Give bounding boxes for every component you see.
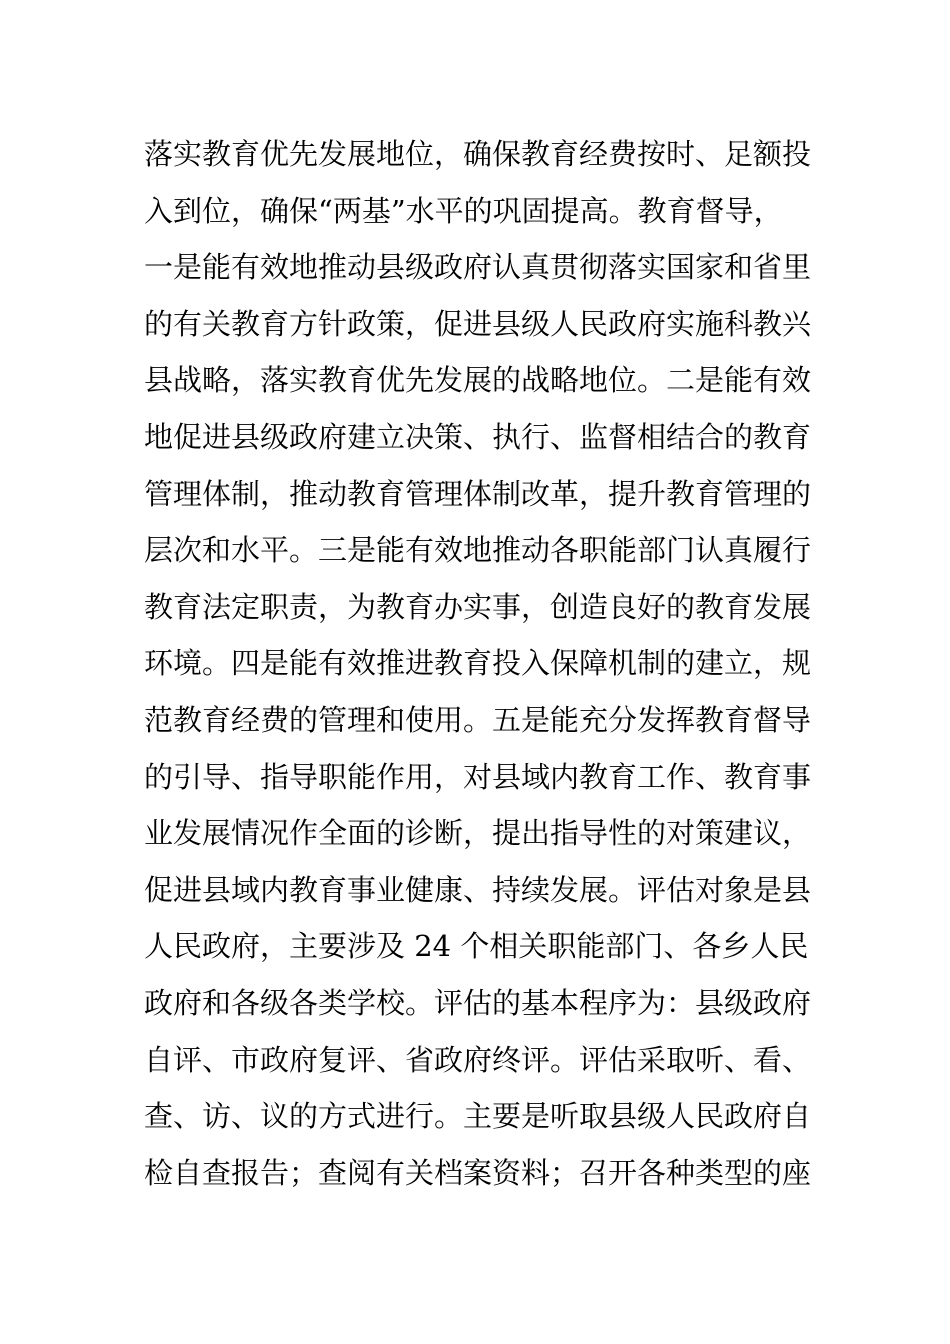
text-line: 管理体制，推动教育管理体制改革，提升教育管理的 <box>144 476 812 511</box>
text-line: 地促进县级政府建立决策、执行、监督相结合的教育 <box>144 419 812 454</box>
text-line: 政府和各级各类学校。评估的基本程序为：县级政府 <box>144 985 812 1020</box>
text-line: 促进县域内教育事业健康、持续发展。评估对象是县 <box>144 872 812 907</box>
text-line: 自评、市政府复评、省政府终评。评估采取听、看、 <box>144 1042 812 1077</box>
text-line: 业发展情况作全面的诊断，提出指导性的对策建议， <box>144 816 812 851</box>
text-line: 落实教育优先发展地位，确保教育经费按时、足额投 <box>144 137 812 171</box>
text-line: 查、访、议的方式进行。主要是听取县级人民政府自 <box>144 1099 812 1134</box>
text-line: 人民政府，主要涉及 24 个相关职能部门、各乡人民 <box>144 929 809 964</box>
text-line: 层次和水平。三是能有效地推动各职能部门认真履行 <box>144 533 812 568</box>
text-line: 教育法定职责，为教育办实事，创造良好的教育发展 <box>144 589 812 624</box>
text-line: 的有关教育方针政策，促进县级人民政府实施科教兴 <box>144 306 812 341</box>
text-line: 一是能有效地推动县级政府认真贯彻落实国家和省里 <box>144 250 812 285</box>
text-line: 检自查报告；查阅有关档案资料；召开各种类型的座 <box>144 1155 812 1190</box>
text-line: 入到位，确保“两基”水平的巩固提高。教育督导， <box>144 193 783 228</box>
body-text <box>144 126 814 1201</box>
text-line: 的引导、指导职能作用，对县域内教育工作、教育事 <box>144 759 812 794</box>
text-line: 县战略，落实教育优先发展的战略地位。二是能有效 <box>144 363 812 398</box>
text-line: 范教育经费的管理和使用。五是能充分发挥教育督导 <box>144 702 812 737</box>
text-line: 环境。四是能有效推进教育投入保障机制的建立，规 <box>144 646 812 681</box>
